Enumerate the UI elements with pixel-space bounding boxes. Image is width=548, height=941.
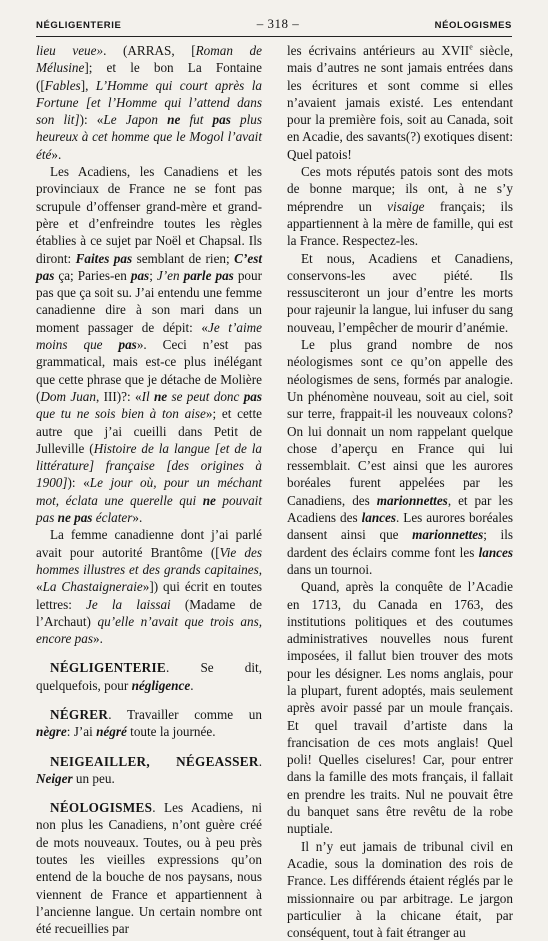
header-right-entry: NÉOLOGISMES bbox=[434, 20, 512, 31]
text-paragraph: Le plus grand nombre de nos néologismes sont ce qu’on appelle des néologismes de sens, formés par analogie. Un phénomène nouveau, soit au ciel, soit sur terre, frappait-il les nouveaux colons? On lui donnait un nom rappelant quelque chose d’aperçu en France qui lui ressemblait. C’est ainsi que les aurores boréales furent appelées par les Canadiens, des marionnettes, et par les Acadiens des lances. Les aurores boréales dansent ainsi que marionnettes; ils dardent des éclairs comme font les lances dans un tournoi. bbox=[287, 337, 513, 577]
text-paragraph: Ces mots réputés patois sont des mots de bonne marque; ils ont, à ne s’y méprendre un visaige français; ils appartiennent à la mère de famille, qui est la France. Respectez-les. bbox=[287, 164, 513, 249]
text-paragraph: les écrivains antérieurs au XVIIe siècle, mais d’autres ne sont jamais entrées dans les écritures et sont comme si elles n’avaient jamais existé. Les entendant pour la première fois, soit au Canada, soit en Acadie, des savants(?) exotiques disent: Quel patois! bbox=[287, 42, 514, 162]
left-column bbox=[36, 42, 262, 938]
text-paragraph: Et nous, Acadiens et Canadiens, conservons-les avec piété. Ils ressusciteront un jour d’entre les morts pour rajeunir la langue, lui infuser du sang nouveau, l’empêcher de mourir d’anémie. bbox=[287, 250, 513, 335]
page-number: – 318 – bbox=[256, 16, 300, 31]
text-paragraph: Il n’y eut jamais de tribunal civil en Acadie, sous la domination des rois de France. Les différends étaient réglés par le missionnaire ou par arbitrage. Le jargon particulier à la chicane était, par conséquent, tout à fait étranger au bbox=[287, 838, 513, 941]
dictionary-entry: NÉGRER. Travailler comme un nègre: J’ai négré toute la journée. bbox=[36, 706, 262, 740]
dictionary-entry: NÉGLIGENTERIE. Se dit, quelquefois, pour négligence. bbox=[36, 660, 262, 693]
text-paragraph: La femme canadienne dont j’ai parlé avait pour autorité Brantôme ([Vie des hommes illustres et des grands capitaines, «La Chastaigneraie»]) qui écrit en toutes lettres: Je la laissai (Madame de l’Archaut) qu’elle n’avait que trois ans, encore pas». bbox=[36, 527, 263, 647]
header-left-entry: NÉGLIGENTERIE bbox=[36, 20, 122, 31]
dictionary-entry: NEIGEAILLER, NÉGEASSER. Neiger un peu. bbox=[36, 753, 262, 786]
text-paragraph: lieu veue». (ARRAS, [Roman de Mélusine]; et le bon La Fontaine ([Fables], L’Homme qui court après la Fortune [et l’Homme qui l’attend dans son lit]): «Le Japon ne fut pas plus heureux à cet homme que le Mogol l’avait été». bbox=[36, 43, 263, 162]
right-column bbox=[287, 42, 513, 941]
text-paragraph: Les Acadiens, les Canadiens et les provinciaux de France ne se font pas scrupule d’offenser grand-mère et grand-père et d’enfreindre toutes les règles établies à ce sujet par Noël et Chapsal. Ils diront: Faites pas semblant de rien; C’est pas ça; Paries-en pas; J’en parle pas pour pas que ça soit su. J’ai entendu une femme canadienne dire à son mari dans un moment passager de dépit: «Je t’aime moins que pas». Ceci n’est pas grammatical, mais est-ce plus inélégant que cette phrase que je détache de Molière (Dom Juan, III)?: «Il ne se peut donc pas que tu ne sois bien à ton aise»; et cette autre que j’ai cueilli dans Petit de Julleville (Histoire de la langue [et de la littérature] française [des origines à 1900]): «Le jour où, pour un méchant mot, éclata une querelle qui ne pouvait pas ne pas éclater». bbox=[36, 164, 263, 526]
header-rule bbox=[36, 36, 512, 37]
text-paragraph: Quand, après la conquête de l’Acadie en 1713, du Canada en 1763, des institutions politiques et des coutumes administratives nouvelles nous furent imposées, il fallut bien trouver des mots pour les désigner. Les noms anglais, pour la plupart, furent adoptés, mais seulement après avoir passé par un moule français. Et quel travail d’artiste dans la francisation de ces mots anglais! Quel poli! Quelles ciselures! Car, pour entrer dans la famille des mots français, il fallait en prendre les traits. Nul ne pouvait être du banquet sans être revêtu de la robe nuptiale. bbox=[287, 579, 513, 837]
running-header bbox=[36, 16, 512, 34]
dictionary-entry: NÉOLOGISMES. Les Acadiens, ni non plus les Canadiens, n’ont guère créé de mots nouveaux. Toutes, ou à peu près toutes les vieilles expressions qu’on entend de la bouche de nos paysans, nous viennent de France et appartiennent à l’ancienne langue. Un certain nombre ont été recueillies par bbox=[36, 800, 262, 937]
